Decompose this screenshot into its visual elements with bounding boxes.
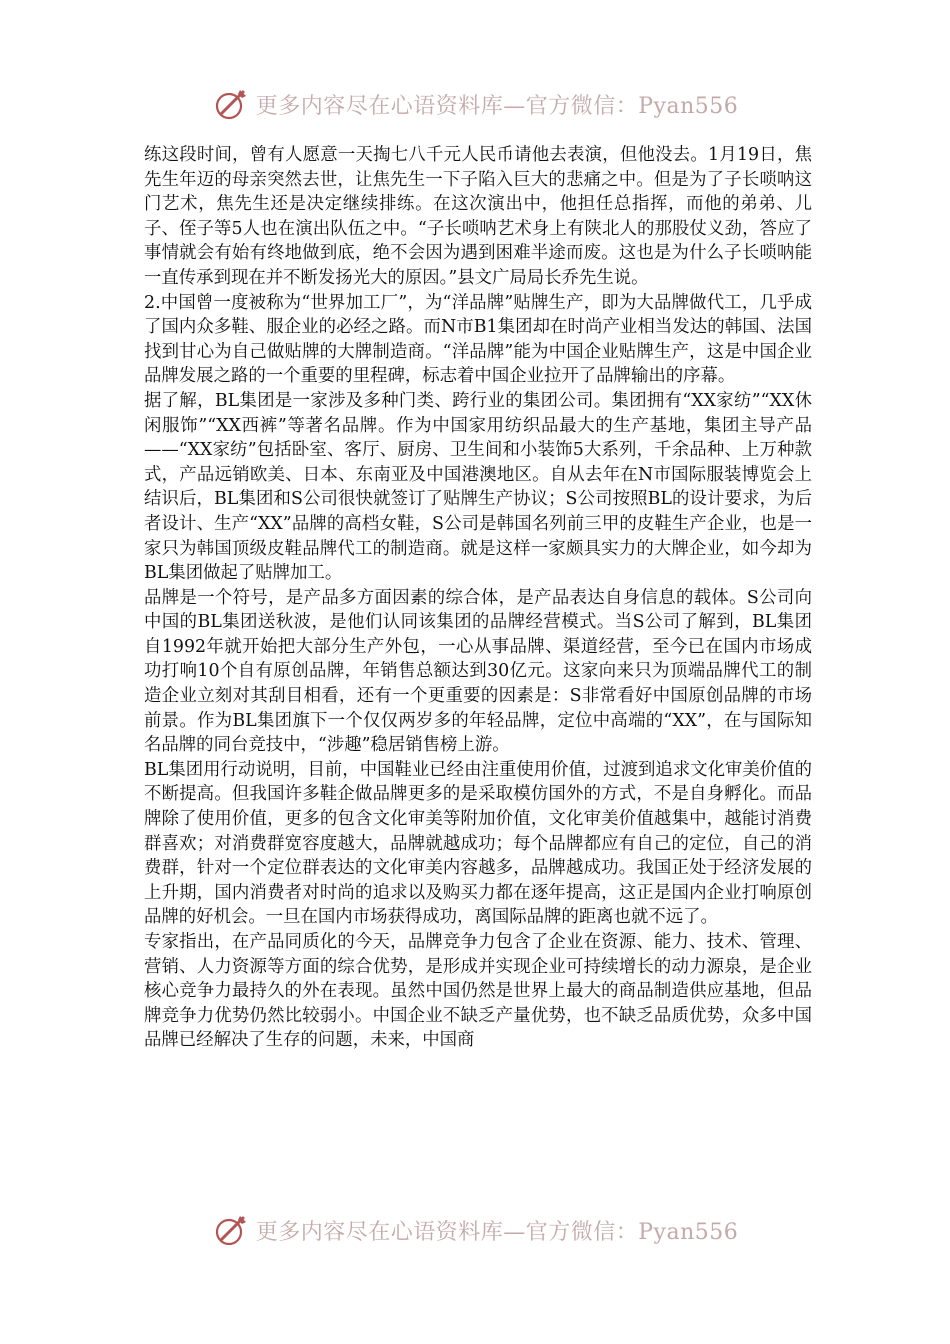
paragraph-2: 2.中国曾一度被称为“世界加工厂”，为“洋品牌”贴牌生产，即为大品牌做代工，几乎成了国内众多鞋、服企业的必经之路。而N市B1集团却在时尚产业相当发达的韩国、法国找到甘心为自己做贴牌的大牌制造商。“洋品牌”能为中国企业贴牌生产，这是中国企业品牌发展之路的一个重要的里程碑，标志着中国企业拉开了品牌输出的序幕。 xyxy=(144,292,812,387)
pen-logo-icon xyxy=(212,84,252,124)
paragraph-5: BL集团用行动说明，目前，中国鞋业已经由注重使用价值，过渡到追求文化审美价值的不断提高。但我国许多鞋企做品牌更多的是采取模仿国外的方式，不是自身孵化。而品牌除了使用价值，更多的包含文化审美等附加价值，文化审美价值越集中，越能讨消费群喜欢；对消费群宽容度越大，品牌就越成功；每个品牌都应有自己的定位，自己的消费群，针对一个定位群表达的文化审美内容越多，品牌越成功。我国正处于经济发展的上升期，国内消费者对时尚的追求以及购买力都在逐年提高，这正是国内企业打响原创品牌的好机会。一旦在国内市场获得成功，离国际品牌的距离也就不远了。 xyxy=(144,759,812,928)
pen-logo-icon xyxy=(212,1210,252,1250)
document-body xyxy=(144,143,812,1053)
header-watermark xyxy=(0,82,950,126)
paragraph-6: 专家指出，在产品同质化的今天，品牌竞争力包含了企业在资源、能力、技术、管理、营销、人力资源等方面的综合优势，是形成并实现企业可持续增长的动力源泉，是企业核心竞争力最持久的外在表现。虽然中国仍然是世界上最大的商品制造供应基地，但品牌竞争力优势仍然比较弱小。中国企业不缺乏产量优势，也不缺乏品质优势，众多中国品牌已经解决了生存的问题，未来，中国商 xyxy=(144,932,812,1051)
footer-watermark xyxy=(0,1208,950,1252)
paragraph-4: 品牌是一个符号，是产品多方面因素的综合体，是产品表达自身信息的载体。S公司向中国的BL集团送秋波，是他们认同该集团的品牌经营模式。当S公司了解到，BL集团自1992年就开始把大部分生产外包，一心从事品牌、渠道经营，至今已在国内市场成功打响10个自有原创品牌，年销售总额达到30亿元。这家向来只为顶端品牌代工的制造企业立刻对其刮目相看，还有一个更重要的因素是：S非常看好中国原创品牌的市场前景。作为BL集团旗下一个仅仅两岁多的年轻品牌，定位中高端的“XX”，在与国际知名品牌的同台竞技中，“涉趣”稳居销售榜上游。 xyxy=(144,587,812,756)
paragraph-1: 练这段时间，曾有人愿意一天掏七八千元人民币请他去表演，但他没去。1月19日，焦先生年迈的母亲突然去世，让焦先生一下子陷入巨大的悲痛之中。但是为了子长唢呐这门艺术，焦先生还是决定继续排练。在这次演出中，他担任总指挥，而他的弟弟、儿子、侄子等5人也在演出队伍之中。“子长唢呐艺术身上有陕北人的那股仗义劲，答应了事情就会有始有终地做到底，绝不会因为遇到困难半途而废。这也是为什么子长唢呐能一直传承到现在并不断发扬光大的原因。”县文广局局长乔先生说。 xyxy=(144,145,812,288)
footer-watermark-text: 更多内容尽在心语资料库—官方微信：Pyan556 xyxy=(255,1219,739,1245)
header-watermark-text: 更多内容尽在心语资料库—官方微信：Pyan556 xyxy=(255,93,739,119)
paragraph-3: 据了解，BL集团是一家涉及多种门类、跨行业的集团公司。集团拥有“XX家纺”“XX休闲服饰”“XX西裤”等著名品牌。作为中国家用纺织品最大的生产基地，集团主导产品——“XX家纺”包括卧室、客厅、厨房、卫生间和小装饰5大系列，千余品种、上万种款式，产品远销欧美、日本、东南亚及中国港澳地区。自从去年在N市国际服装博览会上结识后，BL集团和S公司很快就签订了贴牌生产协议；S公司按照BL的设计要求，为后者设计、生产“XX”品牌的高档女鞋，S公司是韩国名列前三甲的皮鞋生产企业，也是一家只为韩国顶级皮鞋品牌代工的制造商。就是这样一家颇具实力的大牌企业，如今却为BL集团做起了贴牌加工。 xyxy=(144,390,812,584)
